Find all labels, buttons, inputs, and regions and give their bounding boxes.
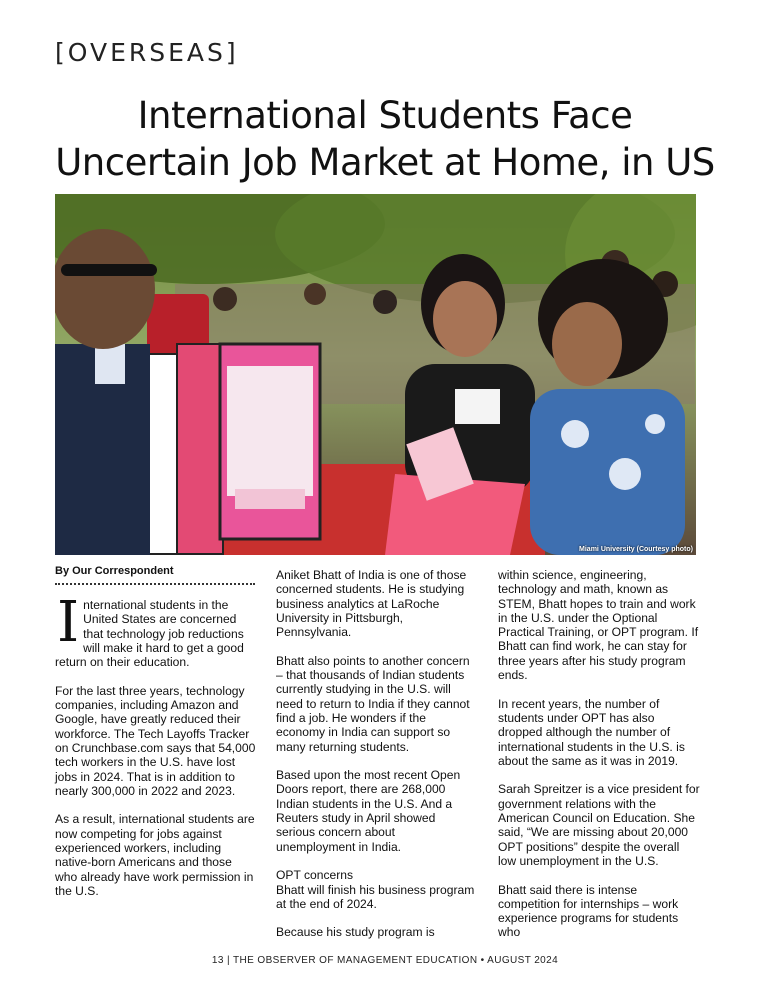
page-footer: 13 | THE OBSERVER OF MANAGEMENT EDUCATION • AUGUST 2024 xyxy=(211,955,559,966)
paragraph: Sarah Spreitzer is a vice president for government relations with the American Council on Education. She said, “We are missing about 20,000 OPT positions” despite the overall low unemployment in the U.S. xyxy=(498,782,700,868)
subhead-paragraph: OPT concerns Bhatt will finish his business program at the end of 2024. xyxy=(276,868,475,911)
column-3 xyxy=(498,568,700,954)
paragraph: As a result, international students are now competing for jobs against experienced workers, including native-born Americans and those who already have work permission in the U.S. xyxy=(55,812,255,898)
paragraph: In recent years, the number of students under OPT has also dropped although the number of international students in the U.S. is about the same as it was in 2019. xyxy=(498,696,685,768)
photo-illustration xyxy=(55,194,696,555)
paragraph: within science, engineering, technology and math, known as STEM, Bhatt hopes to train and work in the U.S. under the Optional Practical Training, or OPT program. If Bhatt can find work, he can stay for three years after his study program ends. xyxy=(498,568,699,683)
drop-cap: I xyxy=(57,590,80,655)
subhead: OPT concerns xyxy=(276,868,354,883)
paragraph: Because his study program is xyxy=(276,925,435,940)
paragraph: Bhatt also points to another concern – that thousands of Indian students currently studying in the U.S. will need to return to India if they cannot find a job. He wonders if the economy in India can support so many returning students. xyxy=(276,653,470,754)
article-headline xyxy=(0,92,770,186)
photo-caption: Miami University (Courtesy photo) xyxy=(579,546,693,553)
byline: By Our Correspondent xyxy=(55,565,174,577)
byline-divider xyxy=(55,583,255,585)
paragraph: Bhatt said there is intense competition for internships – work experience programs for students who xyxy=(498,882,679,940)
paragraph: For the last three years, technology companies, including Amazon and Google, have greatly reduced their workforce. The Tech Layoffs Tracker on Crunchbase.com says that 54,000 tech workers in the U.S. have lost jobs in 2024. That is in addition to nearly 300,000 in 2022 and 2023. xyxy=(55,683,256,798)
column-1 xyxy=(55,590,257,913)
column-2 xyxy=(276,568,476,954)
lead-paragraph: International students in the United States are concerned that technology job reductions will make it hard to get a good return on their education. xyxy=(55,590,244,670)
section-label: [OVERSEAS] xyxy=(55,38,239,67)
paragraph: Based upon the most recent Open Doors report, there are 268,000 Indian students in the U.S. And a Reuters study in April showed serious concern about unemployment in India. xyxy=(276,768,461,854)
paragraph: Aniket Bhatt of India is one of those concerned students. He is studying business analytics at LaRoche University in Pittsburgh, Pennsylvania. xyxy=(276,568,467,640)
headline-line-1: International Students Face xyxy=(137,94,633,137)
article-photo xyxy=(55,194,696,555)
headline-line-2: Uncertain Job Market at Home, in US xyxy=(55,141,715,184)
